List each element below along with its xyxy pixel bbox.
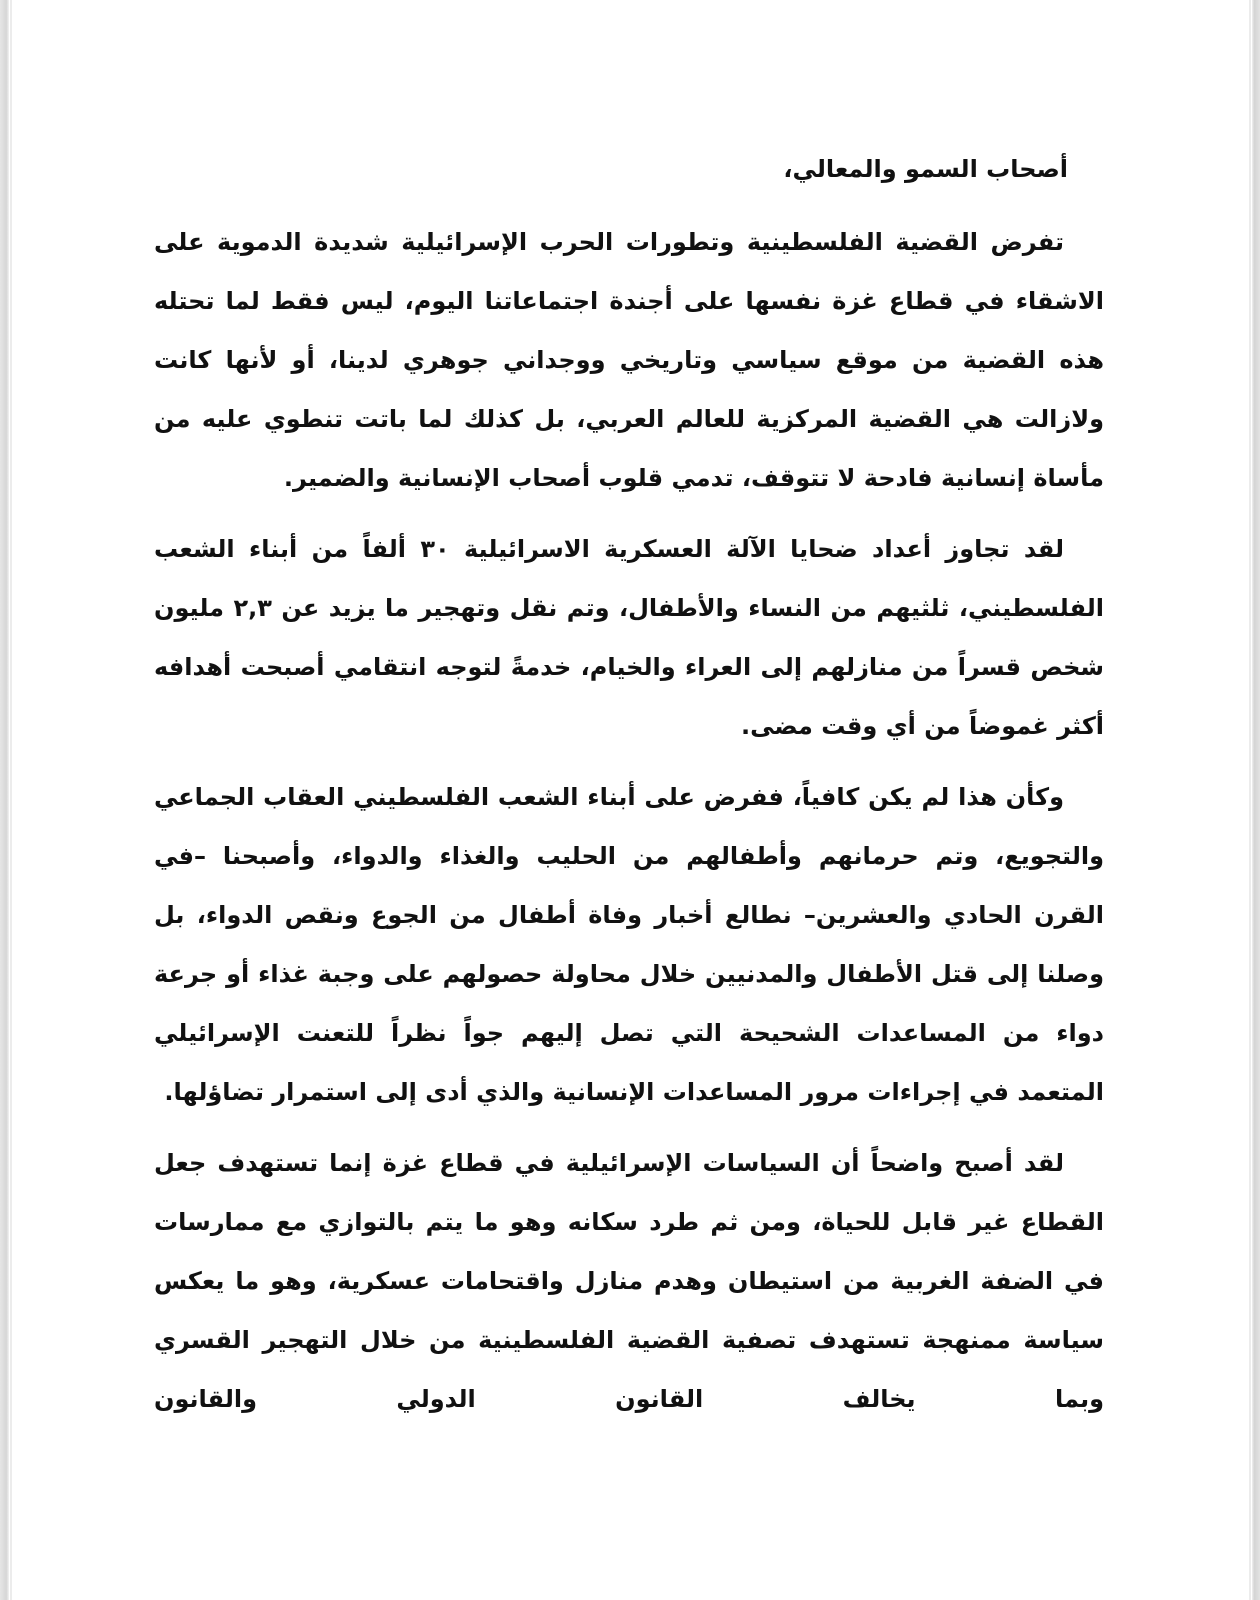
page-edge-right bbox=[1252, 0, 1260, 1600]
paragraph-starvation: وكأن هذا لم يكن كافياً، ففرض على أبناء الشعب الفلسطيني العقاب الجماعي والتجويع، وتم حرمانهم وأطفالهم من الحليب والغذاء والدواء، وأصبحنا –في القرن الحادي والعشرين– نطالع أخبار وفاة أطفال من الجوع ونقص الدواء، بل وصلنا إلى قتل الأطفال والمدنيين خلال محاولة حصولهم على وجبة غذاء أو جرعة دواء من المساعدات الشحيحة التي تصل إليهم جواً نظراً للتعنت الإسرائيلي المتعمد في إجراءات مرور المساعدات الإنسانية والذي أدى إلى استمرار تضاؤلها. bbox=[154, 783, 1104, 1106]
paragraph-casualties: لقد تجاوز أعداد ضحايا الآلة العسكرية الاسرائيلية ٣٠ ألفاً من أبناء الشعب الفلسطيني، ثلثيهم من النساء والأطفال، وتم نقل وتهجير ما يزيد عن ٢,٣ مليون شخص قسراً من منازلهم إلى العراء والخيام، خدمةً لتوجه انتقامي أصبحت أهدافه أكثر غموضاً من أي وقت مضى. bbox=[154, 535, 1104, 740]
page-border-right bbox=[1249, 0, 1251, 1600]
paragraph-gaza-agenda: تفرض القضية الفلسطينية وتطورات الحرب الإسرائيلية شديدة الدموية على الاشقاء في قطاع غزة نفسها على أجندة اجتماعاتنا اليوم، ليس فقط لما تحتله هذه القضية من موقع سياسي وتاريخي ووجداني جوهري لدينا، أو لأنها كانت ولازالت هي القضية المركزية للعالم العربي، بل كذلك لما باتت تنطوي عليه من مأساة إنسانية فادحة لا تتوقف، تدمي قلوب أصحاب الإنسانية والضمير. bbox=[154, 228, 1104, 492]
page-edge-left bbox=[0, 0, 9, 1600]
document-body bbox=[154, 140, 1104, 1441]
document-page bbox=[12, 0, 1241, 1600]
paragraph-policies: لقد أصبح واضحاً أن السياسات الإسرائيلية في قطاع غزة إنما تستهدف جعل القطاع غير قابل للحياة، ومن ثم طرد سكانه وهو ما يتم بالتوازي مع ممارسات في الضفة الغربية من استيطان وهدم منازل واقتحامات عسكرية، وهو ما يعكس سياسة ممنهجة تستهدف تصفية القضية الفلسطينية من خلال التهجير القسري وبما يخالف القانون الدولي والقانون bbox=[154, 1149, 1104, 1413]
salutation: أصحاب السمو والمعالي، bbox=[783, 155, 1068, 183]
